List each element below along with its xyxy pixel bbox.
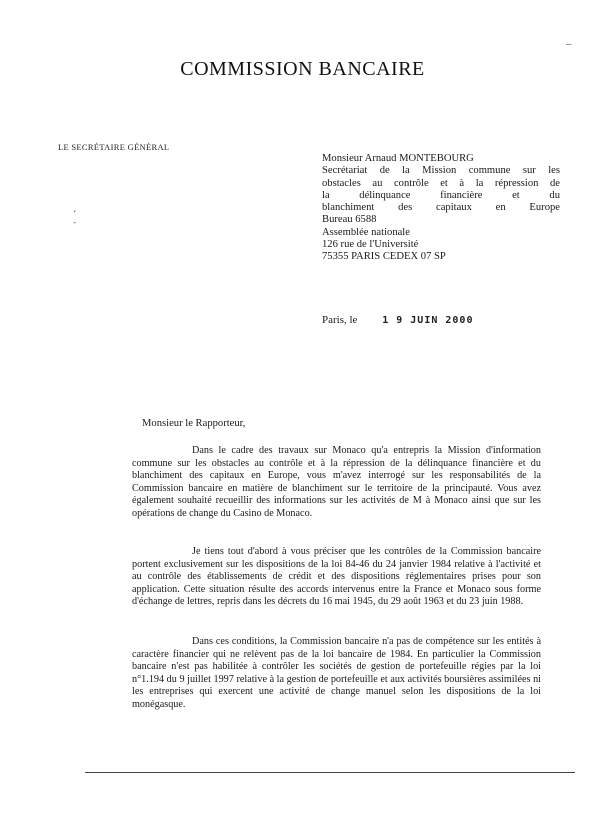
recipient-line: Secrétariat de la Mission commune sur les [322,165,560,177]
paragraph-text: Je tiens tout d'abord à vous préciser que les contrôles de la Commission bancaire portent exclusivement sur les dispositions de la loi 84-46 du 24 janvier 1984 relative à l'activité et au contrôle des établissements de crédit et des dispositions réglementaires prises pour son application. Cette situation résulte des accords intervenus entre la France et Monaco sous forme d'échange de lettres, repris dans les décrets du 16 mai 1945, du 29 août 1963 et du 23 juin 1988. [132,546,541,608]
recipient-line: Bureau 6588 [322,214,377,226]
scan-mark: - [72,218,78,228]
recipient-line: obstacles au contrôle et à la répression de [322,177,560,189]
recipient-name: Monsieur Arnaud MONTEBOURG [322,153,474,164]
body-paragraph [132,445,541,521]
recipient-line: la délinquance financière et du [322,189,560,201]
recipient-line: Assemblée nationale [322,226,410,238]
body-paragraph [132,636,541,712]
date-prefix: Paris, le [322,314,358,326]
recipient-line: blanchiment des capitaux en Europe [322,202,560,214]
date-line [322,314,473,326]
paragraph-text: Dans le cadre des travaux sur Monaco qu'a entrepris la Mission d'information commune sur les obstacles au contrôle et à la répression de la délinquance financière et du blanchiment des capitaux en Europe, vous m'avez interrogé sur les responsabilités de la Commission bancaire en matière de blanchiment sur le territoire de la principauté. Vous avez également souhaité recueillir des informations sur les activités de M à Monaco ainsi que sur les opérations de change du Casino de Monaco. [132,445,541,519]
letterhead: COMMISSION BANCAIRE [180,58,425,80]
scan-mark: . [72,205,78,215]
paragraph-text: Dans ces conditions, la Commission bancaire n'a pas de compétence sur les entités à caractère financier qui ne relèvent pas de la loi bancaire de 1984. En particulier la Commission bancaire n'est pas habilitée à contrôler les sociétés de gestion de portefeuille régies par la loi n°1.194 du 9 juillet 1997 relative à la gestion de portefeuille et aux activités boursières assimilées ni les entreprises qui exercent une activité de change manuel selon les dispositions de la loi monégasque. [132,636,541,710]
footer-rule [85,772,575,773]
sender-title: LE SECRÉTAIRE GÉNÉRAL [58,142,170,152]
recipient-address [322,153,560,264]
body-paragraph [132,546,541,609]
recipient-line: 75355 PARIS CEDEX 07 SP [322,251,446,263]
date-stamp: 1 9 JUIN 2000 [382,315,474,326]
salutation: Monsieur le Rapporteur, [142,418,246,429]
scan-mark: — [566,40,572,50]
recipient-line: 126 rue de l'Université [322,239,419,251]
